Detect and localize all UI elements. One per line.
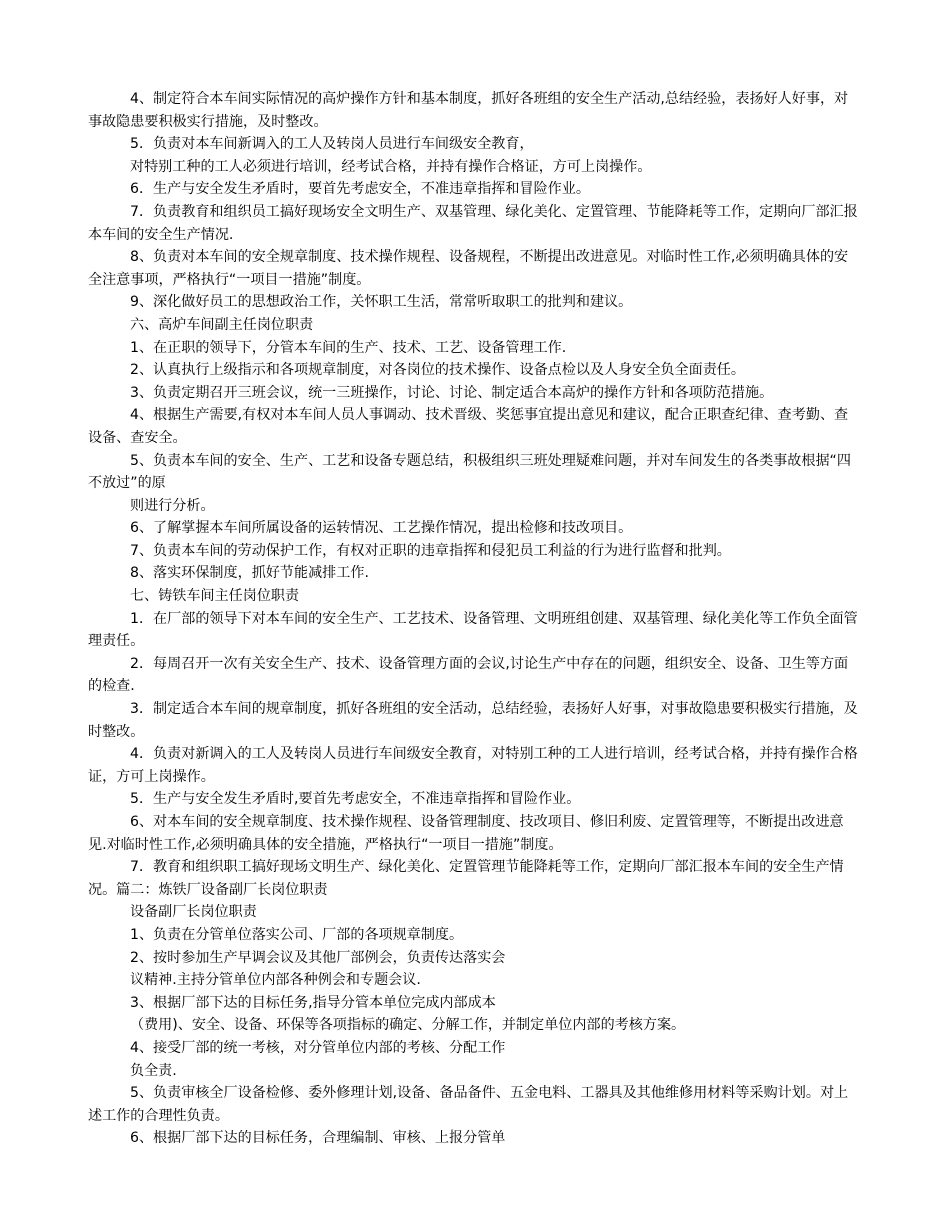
paragraph: 6．生产与安全发生矛盾时，要首先考虑安全，不准违章指挥和冒险作业。 — [130, 181, 590, 198]
paragraph: 9、深化做好员工的思想政治工作，关怀职工生活，常常听取职工的批判和建议。 — [130, 294, 633, 311]
paragraph: 4、制定符合本车间实际情况的高炉操作方针和基本制度，抓好各班组的安全生产活动,总结经验，表扬好人好事，对事故隐患要积极实行措施，及时整改。 — [88, 91, 849, 130]
paragraph: 5、负责审核全厂设备检修、委外修理计划,设备、备品备件、五金电料、工器具及其他维修用材料等采购计划。对上述工作的合理性负责。 — [88, 1085, 849, 1124]
paragraph: 4、接受厂部的统一考核，对分管单位内部的考核、分配工作 — [130, 1039, 506, 1056]
paragraph: 3、负责定期召开三班会议，统一三班操作，讨论、讨论、制定适合本高炉的操作方针和各项防范措施。 — [130, 384, 774, 401]
paragraph: 5．负责对本车间新调入的工人及转岗人员进行车间级安全教育， — [130, 136, 534, 153]
paragraph: 议精神.主持分管单位内部各种例会和专题会议. — [130, 972, 421, 989]
paragraph: 则进行分析。 — [130, 497, 215, 514]
paragraph: 8、负责对本车间的安全规章制度、技术操作规程、设备规程，不断提出改进意见。对临时性工作,必须明确具体的安全注意事项，严格执行“一项目一措施”制度。 — [88, 249, 849, 288]
paragraph: 负全责. — [130, 1062, 177, 1079]
paragraph: 1、负责在分管单位落实公司、厂部的各项规章制度。 — [130, 926, 464, 943]
paragraph: 2、认真执行上级指示和各项规章制度，对各岗位的技术操作、设备点检以及人身安全负全面责任。 — [130, 362, 745, 379]
paragraph: （费用)、安全、设备、环保等各项指标的确定、分解工作，并制定单位内部的考核方案。 — [130, 1017, 686, 1034]
paragraph: 5．生产与安全发生矛盾时,要首先考虑安全，不准违章指挥和冒险作业。 — [130, 791, 581, 808]
paragraph: 7、负责本车间的劳动保护工作，有权对正职的违章指挥和侵犯员工利益的行为进行监督和批判。 — [130, 542, 731, 559]
paragraph: 七、铸铁车间主任岗位职责 — [130, 588, 300, 605]
paragraph: 2、按时参加生产早调会议及其他厂部例会，负责传达落实会 — [130, 949, 506, 966]
paragraph: 对特别工种的工人必须进行培训，经考试合格，并持有操作合格证，方可上岗操作。 — [130, 158, 652, 175]
paragraph: 3、根据厂部下达的目标任务,指导分管本单位完成内部成本 — [130, 994, 496, 1011]
paragraph: 4、根据生产需要,有权对本车间人员人事调动、技术晋级、奖惩事宜提出意见和建议，配合正职查纪律、查考勤、查设备、查安全。 — [88, 407, 849, 446]
paragraph: 1．在厂部的领导下对本车间的安全生产、工艺技术、设备管理、文明班组创建、双基管理、绿化美化等工作负全面管理责任。 — [88, 610, 858, 650]
paragraph: 7．教育和组织职工搞好现场文明生产、绿化美化、定置管理节能降耗等工作，定期向厂部汇报本车间的安全生产情况。篇二：炼铁厂设备副厂长岗位职责 — [88, 859, 844, 898]
paragraph: 8、落实环保制度，抓好节能减排工作. — [130, 565, 369, 582]
document-page — [88, 88, 858, 1150]
paragraph: 2．每周召开一次有关安全生产、技术、设备管理方面的会议,讨论生产中存在的问题，组织安全、设备、卫生等方面的检查. — [88, 655, 849, 695]
paragraph: 六、高炉车间副主任岗位职责 — [130, 316, 314, 333]
paragraph: 设备副厂长岗位职责 — [130, 904, 257, 921]
paragraph: 6、根据厂部下达的目标任务，合理编制、审核、上报分管单 — [130, 1130, 506, 1147]
paragraph: 3．制定适合本车间的规章制度，抓好各班组的安全活动，总结经验，表扬好人好事，对事故隐患要积极实行措施，及时整改。 — [88, 701, 858, 740]
paragraph: 4．负责对新调入的工人及转岗人员进行车间级安全教育，对特别工种的工人进行培训，经考试合格，并持有操作合格证，方可上岗操作。 — [88, 746, 858, 785]
paragraph: 7．负责教育和组织员工搞好现场安全文明生产、双基管理、绿化美化、定置管理、节能降耗等工作，定期向厂部汇报本车间的安全生产情况. — [88, 203, 858, 243]
paragraph: 5、负责本车间的安全、生产、工艺和设备专题总结，积极组织三班处理疑难问题，并对车间发生的各类事故根据“四不放过”的原 — [88, 452, 851, 492]
paragraph: 6、了解掌握本车间所属设备的运转情况、工艺操作情况，提出检修和技改项目。 — [130, 520, 633, 537]
paragraph: 6、对本车间的安全规章制度、技术操作规程、设备管理制度、技改项目、修旧利废、定置管理等，不断提出改进意见.对临时性工作,必须明确具体的安全措施，严格执行“一项目一措施”制度。 — [88, 814, 844, 853]
paragraph: 1、在正职的领导下，分管本车间的生产、技术、工艺、设备管理工作. — [130, 339, 567, 356]
